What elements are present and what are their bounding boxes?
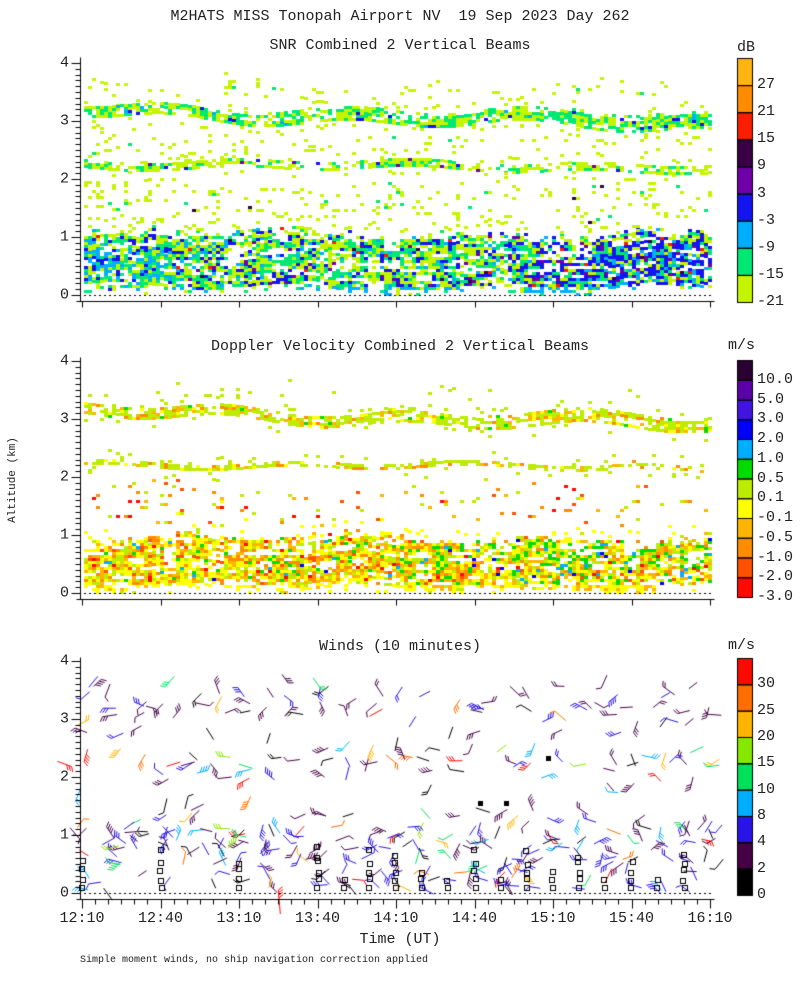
panel-title-snr: SNR Combined 2 Vertical Beams (269, 37, 531, 54)
x-axis-title: Time (UT) (359, 931, 441, 948)
colorbar-tick-label: 20 (757, 727, 776, 745)
colorbar-tick-label: 10.0 (757, 370, 794, 388)
y-tick-label: 1 (59, 826, 69, 844)
colorbar-tick-label: 3.0 (757, 410, 785, 427)
panel-title-winds: Winds (10 minutes) (318, 638, 482, 655)
y-tick-label: 4 (59, 652, 69, 670)
x-tick-label: 12:40 (137, 910, 184, 927)
y-tick-label: 0 (59, 584, 69, 602)
y-tick-label: 4 (59, 54, 69, 72)
colorbar-tick-label: 1.0 (757, 449, 785, 467)
y-tick-label: 3 (59, 112, 69, 130)
y-tick-label: 1 (59, 526, 69, 544)
colorbar-tick-label: 27 (757, 75, 776, 93)
x-tick-label: 12:10 (59, 910, 105, 927)
colorbar-unit-ms-dopp: m/s (727, 337, 755, 354)
colorbar-tick-label: -3 (757, 211, 776, 229)
colorbar-unit-ms-winds: m/s (727, 637, 755, 654)
y-tick-label: 0 (59, 286, 69, 304)
colorbar-tick-label: 0.5 (757, 469, 785, 487)
colorbar-tick-label: 0 (757, 885, 767, 903)
x-tick-label: 15:40 (608, 910, 655, 927)
colorbar-tick-label: 10 (757, 780, 776, 798)
colorbar-tick-label: -21 (757, 292, 785, 310)
colorbar-tick-label: -0.1 (757, 508, 794, 526)
y-tick-label: 2 (59, 170, 69, 188)
colorbar-tick-label: 2.0 (757, 429, 785, 447)
x-tick-label: 14:10 (373, 910, 419, 927)
colorbar-tick-label: -1.0 (757, 548, 794, 566)
colorbar-tick-label: -15 (757, 265, 785, 283)
x-tick-label: 16:10 (687, 910, 733, 927)
colorbar-tick-label: 8 (757, 806, 767, 824)
colorbar-tick-label: 9 (757, 157, 767, 175)
colorbar-tick-label: -9 (757, 238, 776, 256)
x-tick-label: 15:10 (530, 910, 576, 927)
colorbar-unit-db: dB (736, 39, 755, 56)
colorbar-tick-label: -0.5 (757, 528, 794, 546)
colorbar-tick-label: 2 (757, 859, 767, 877)
y-tick-label: 2 (59, 768, 69, 786)
y-tick-label: 0 (59, 884, 69, 902)
x-tick-label: 13:10 (216, 910, 262, 927)
colorbar-tick-label: -3.0 (757, 587, 794, 605)
colorbar-tick-label: 15 (757, 754, 776, 772)
y-tick-label: 2 (59, 468, 69, 486)
y-tick-label: 4 (59, 352, 69, 370)
colorbar-tick-label: 21 (757, 102, 776, 120)
colorbar-tick-label: 25 (757, 701, 776, 719)
colorbar-tick-label: 0.1 (757, 489, 785, 506)
colorbar-tick-label: 30 (757, 675, 776, 693)
colorbar-tick-label: 4 (757, 833, 767, 851)
y-tick-label: 3 (59, 410, 69, 428)
figure-title: M2HATS MISS Tonopah Airport NV 19 Sep 2023 Day 262 (170, 8, 630, 25)
y-tick-label: 1 (59, 228, 69, 246)
footer-note: Simple moment winds, no ship navigation correction applied (80, 955, 429, 966)
x-tick-label: 13:40 (294, 910, 341, 927)
colorbar-tick-label: 3 (757, 184, 767, 202)
colorbar-tick-label: -2.0 (757, 568, 794, 585)
colorbar-tick-label: 5.0 (757, 390, 785, 408)
colorbar-tick-label: 15 (757, 130, 776, 148)
panel-title-doppler: Doppler Velocity Combined 2 Vertical Beams (210, 338, 590, 355)
y-tick-label: 3 (59, 710, 69, 728)
y-axis-title: Altitude (km) (7, 437, 19, 523)
x-tick-label: 14:40 (451, 910, 498, 927)
